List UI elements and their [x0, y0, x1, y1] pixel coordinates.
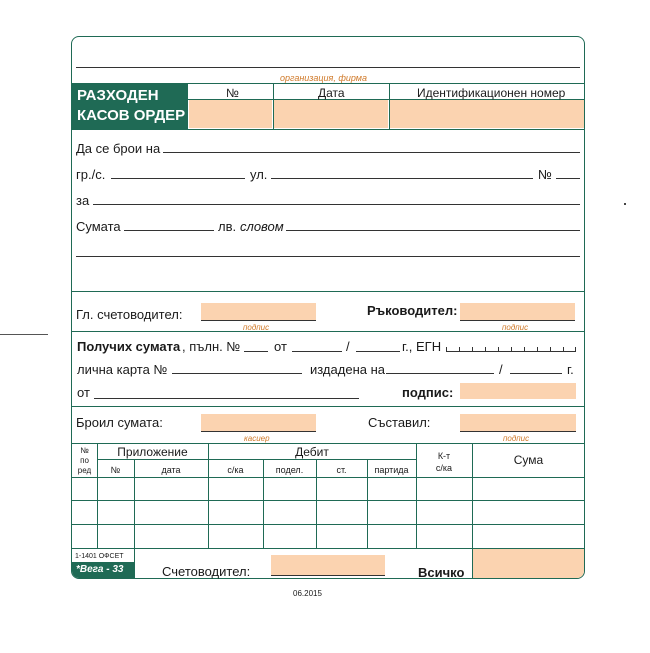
edition-date: 06.2015 — [293, 589, 322, 598]
section-rule — [71, 331, 585, 332]
section-rule — [71, 406, 585, 407]
total-field[interactable] — [473, 549, 584, 578]
cashier-hint: касиер — [244, 434, 270, 443]
table-row-rule — [71, 524, 585, 525]
lv-label: лв. — [218, 219, 237, 234]
id-number-field[interactable] — [390, 100, 584, 128]
receiver-signature-label: подпис: — [402, 385, 454, 400]
accountant-label: Счетоводител: — [162, 564, 251, 579]
city-line[interactable] — [111, 178, 245, 179]
cashier-signature[interactable] — [201, 414, 316, 431]
margin-dot — [624, 203, 626, 205]
header-bottom-rule — [71, 129, 585, 130]
title-line-1: РАЗХОДЕН — [77, 87, 159, 104]
brand-logo: *Вега - 33 — [72, 563, 134, 578]
power-of-attorney-label: , пълн. № — [182, 339, 241, 354]
issued-year-line[interactable] — [510, 373, 562, 374]
signature-hint: подпис — [243, 323, 270, 332]
amount-label: Сумата — [76, 219, 121, 234]
chief-accountant-label: Гл. счетоводител: — [76, 307, 183, 322]
accountant-signature-line — [271, 575, 385, 576]
number-field[interactable] — [189, 100, 272, 128]
id-card-label: лична карта № — [77, 362, 168, 377]
compiler-signature[interactable] — [460, 414, 576, 431]
credit-header: К-т — [437, 451, 451, 461]
egn-label: г., ЕГН — [402, 339, 442, 354]
chief-accountant-signature[interactable] — [201, 303, 316, 320]
title-line-2: КАСОВ ОРДЕР — [77, 107, 186, 124]
total-label: Всичко — [418, 565, 465, 580]
poa-date-from-label: от — [274, 339, 287, 354]
debit-header: Дебит — [295, 445, 329, 459]
street-number-line[interactable] — [556, 178, 580, 179]
compiled-label: Съставил: — [368, 415, 431, 430]
received-amount-label: Получих сумата — [77, 339, 181, 354]
manager-signature[interactable] — [460, 303, 575, 320]
issued-slash: / — [499, 362, 503, 377]
in-words-label: словом — [240, 219, 284, 234]
payee-name-line[interactable] — [163, 152, 580, 153]
header-date-label: Дата — [318, 86, 345, 100]
row-no-header: № по ред — [77, 446, 92, 475]
issued-year-suffix: г. — [567, 362, 574, 377]
issued-date-line[interactable] — [386, 373, 494, 374]
attachment-no-header: № — [110, 465, 121, 475]
form-code: 1-1401 ОФСЕТ — [75, 553, 124, 560]
organization-hint: организация, фирма — [280, 73, 367, 83]
attachment-date-header: дата — [161, 465, 181, 475]
credit-account-header: с/ка — [435, 463, 453, 473]
street-label: ул. — [250, 167, 268, 182]
header-id-label: Идентификационен номер — [417, 86, 566, 100]
id-card-line[interactable] — [172, 373, 302, 374]
document-title — [72, 83, 188, 129]
table-row-rule — [71, 500, 585, 501]
receiver-signature[interactable] — [460, 383, 576, 399]
street-line[interactable] — [271, 178, 533, 179]
table-subheader-rule — [97, 459, 416, 460]
issued-by-line[interactable] — [94, 398, 359, 399]
count-to-label: Да се брои на — [76, 141, 161, 156]
st-header: ст. — [336, 465, 347, 475]
issued-on-label: издадена на — [310, 362, 385, 377]
header-no-label: № — [226, 86, 239, 100]
signature-hint: подпис — [503, 434, 530, 443]
signature-hint: подпис — [502, 323, 529, 332]
table-header-bottom-rule — [71, 477, 585, 478]
organization-line[interactable] — [76, 67, 580, 68]
manager-label: Ръководител: — [367, 303, 458, 318]
poa-date-line[interactable] — [292, 351, 342, 352]
purpose-line[interactable] — [93, 204, 580, 205]
date-slash: / — [346, 339, 350, 354]
batch-header: партида — [374, 465, 409, 475]
amount-words-line[interactable] — [286, 230, 580, 231]
egn-field[interactable] — [446, 351, 576, 352]
margin-mark — [0, 334, 48, 335]
poa-year-line[interactable] — [356, 351, 400, 352]
amount-line[interactable] — [124, 230, 214, 231]
issued-by-label: от — [77, 385, 90, 400]
debit-account-header: с/ка — [227, 465, 244, 475]
subdivision-header: подел. — [275, 465, 304, 475]
footer-divider — [134, 548, 135, 579]
table-top-rule — [71, 443, 585, 444]
power-of-attorney-line[interactable] — [244, 351, 268, 352]
header-top-rule — [71, 83, 585, 84]
sum-header: Сума — [513, 453, 544, 467]
city-label: гр./с. — [76, 167, 106, 182]
amount-words-line-2[interactable] — [76, 256, 580, 257]
for-label: за — [76, 193, 90, 208]
counted-amount-label: Броил сумата: — [76, 415, 163, 430]
street-number-label: № — [538, 167, 552, 182]
section-rule — [71, 291, 585, 292]
attachment-header: Приложение — [117, 445, 188, 459]
accountant-signature[interactable] — [271, 555, 385, 575]
date-field[interactable] — [274, 100, 388, 128]
